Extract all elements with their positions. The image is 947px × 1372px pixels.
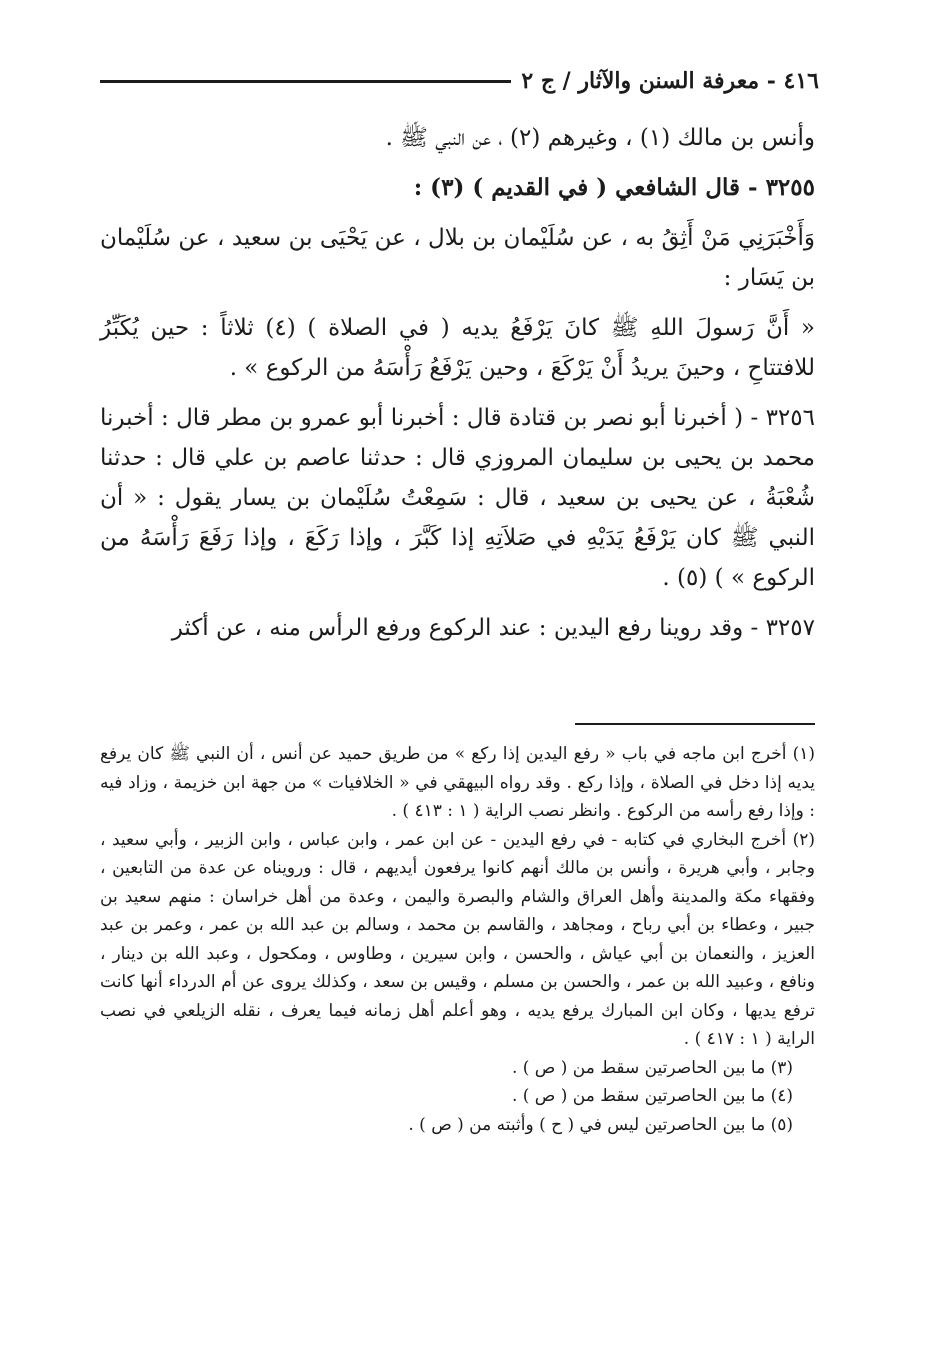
footnote-4: (٤) ما بين الحاصرتين سقط من ( ص ) .: [511, 1086, 793, 1106]
footnotes: [100, 740, 815, 1139]
hadith-3255-text: « أَنَّ رَسولَ اللهِ ﷺ كانَ يَرْفَعُ يديه ( في الصلاة ) (٤) ثلاثاً : حين يُكَبِّرُ للافتتاحِ ، وحينَ يريدُ أَنْ يَرْكَعَ ، وحين يَرْفَعُ رَأْسَهُ من الركوع » .: [100, 315, 815, 381]
footnote-1: (١) أخرج ابن ماجه في باب « رفع اليدين إذا ركع » من طريق حميد عن أنس ، أن النبي ﷺ كان يرفع يديه إذا دخل في الصلاة ، وإذا ركع . وقد رواه البيهقي في « الخلافيات » من جهة ابن خزيمة ، وزاد فيه : وإذا رفع رأسه من الركوع . وانظر نصب الراية ( ١ : ٤١٣ ) .: [100, 744, 815, 821]
main-text: [100, 118, 815, 658]
footnote-divider: [575, 723, 815, 725]
hadith-3256: ٣٢٥٦ - ( أخبرنا أبو نصر بن قتادة قال : أخبرنا أبو عمرو بن مطر قال : أخبرنا محمد بن يحيى بن سليمان المروزي قال : حدثنا عاصم بن علي قال : حدثنا شُعْبَةُ ، عن يحيى بن سعيد ، قال : سَمِعْتُ سُلَيْمان بن يسار يقول : « أن النبي ﷺ كان يَرْفَعُ يَدَيْهِ في صَلاَتِهِ إذا كَبَّرَ ، وإذا رَكَعَ ، وإذا رَفَعَ رَأْسَهُ من الركوع » ) (٥) .: [100, 405, 815, 591]
hadith-3255-heading: ٣٢٥٥ - قال الشافعي ( في القديم ) (٣) :: [413, 174, 815, 201]
running-header: [100, 64, 819, 98]
footnote-3: (٣) ما بين الحاصرتين سقط من ( ص ) .: [511, 1057, 793, 1078]
footnote-5: (٥) ما بين الحاصرتين ليس في ( ح ) وأثبته من ( ص ) .: [408, 1114, 793, 1135]
footnote-2: (٢) أخرج البخاري في كتابه - في رفع اليدين - عن ابن عمر ، وابن عباس ، وابن الزبير ، وأبي سعيد ، وجابر ، وأبي هريرة ، وأنس بن مالك أنهم كانوا يرفعون أيديهم ، قال : ورويناه عن عدة من التابعين ، وفقهاء مكة والمدينة وأهل العراق والشام والبصرة واليمن ، وعدة من أهل خراسان : منهم سعيد بن جبير ، وعطاء بن أبي رباح ، ومجاهد ، والقاسم بن محمد ، وسالم بن عبد الله بن عمر ، وعمر بن عبد العزيز ، والنعمان بن أبي عياش ، والحسن ، وابن سيرين ، وطاوس ، ومكحول ، وعبد الله بن دينار ، ونافع ، وعبيد الله بن عمر ، والحسن بن مسلم ، وقيس بن سعد ، وكذلك يروى عن أم الدرداء أنها كانت ترفع يديها ، وكان ابن المبارك يرفع يديه ، وهو أعلم أهل زمانه فيما يعرف ، نقله الزيلعي في نصب الراية ( ١ : ٤١٧ ) .: [100, 829, 815, 1049]
header-rule: [100, 80, 511, 83]
intro-paragraph: وأنس بن مالك (١) ، وغيرهم (٢) ، عن النبي ﷺ .: [385, 125, 815, 151]
header-title: ٤١٦ - معرفة السنن والآثار / ج ٢: [521, 68, 819, 94]
hadith-3255-chain: وَأَخْبَرَنِي مَنْ أَثِقُ به ، عن سُلَيْمان بن بلال ، عن يَحْيَى بن سعيد ، عن سُلَيْمان بن يَسَار :: [100, 225, 815, 291]
hadith-3257: ٣٢٥٧ - وقد روينا رفع اليدين : عند الركوع ورفع الرأس منه ، عن أكثر: [171, 615, 815, 641]
